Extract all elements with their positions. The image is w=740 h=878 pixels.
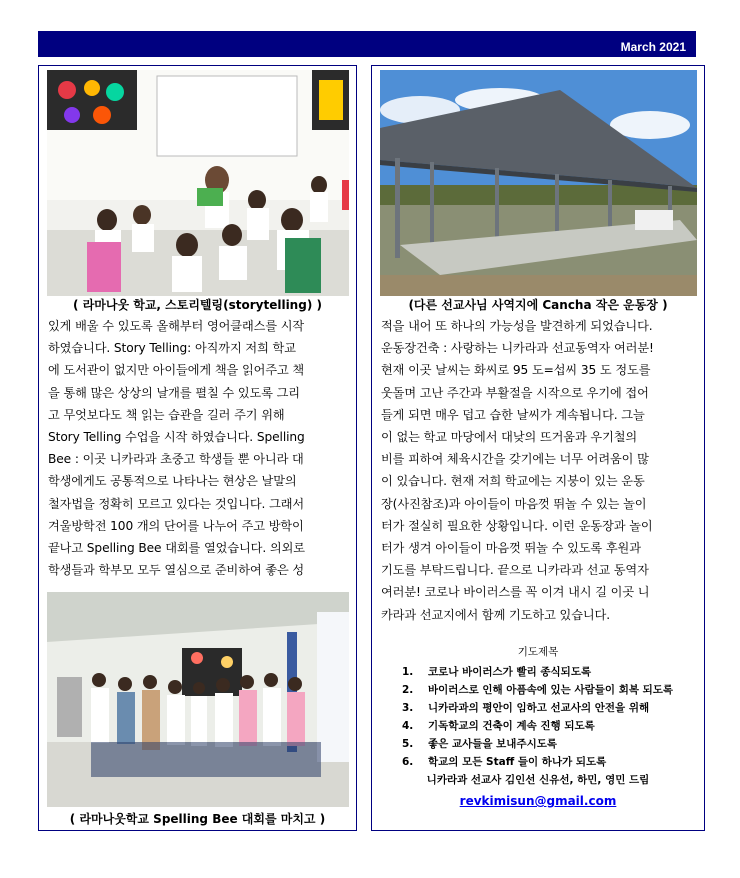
prayer-item-text: 좋은 교사들을 보내주시도록 bbox=[428, 738, 558, 750]
right-column bbox=[371, 65, 705, 831]
text-line: 여러분! 코로나 바이러스를 꼭 이겨 내시 길 이곳 니 bbox=[381, 585, 650, 600]
email-link[interactable]: revkimisun@gmail.com bbox=[459, 794, 617, 808]
prayer-item-num: 2. bbox=[402, 684, 414, 696]
prayer-item bbox=[402, 681, 673, 699]
text-line: Bee : 이곳 니카라과 초중고 학생들 뿐 아니라 대 bbox=[48, 452, 304, 467]
cancha-caption: (다른 선교사님 사역지에 Cancha 작은 운동장 ) bbox=[408, 298, 668, 312]
text-line: 학생들과 학부모 모두 열심으로 준비하여 좋은 성 bbox=[48, 563, 305, 578]
text-line: 학생에게도 공통적으로 나타나는 현상은 날말의 bbox=[48, 474, 297, 489]
left-column bbox=[38, 65, 357, 831]
spelling-bee-caption: ( 라마나웃학교 Spelling Bee 대회를 마치고 ) bbox=[69, 812, 326, 826]
prayer-item-num: 3. bbox=[402, 702, 414, 714]
text-line: 을 통해 많은 상상의 날개를 펼칠 수 있도록 그리 bbox=[48, 385, 300, 400]
prayer-item bbox=[402, 663, 673, 681]
header-banner bbox=[38, 31, 696, 57]
storytelling-photo bbox=[47, 70, 349, 296]
prayer-item-num: 1. bbox=[402, 666, 414, 678]
prayer-item-text: 학교의 모든 Staff 들이 하나가 되도록 bbox=[428, 756, 607, 768]
issue-date: March 2021 bbox=[620, 40, 686, 54]
prayer-list bbox=[402, 663, 673, 771]
prayer-title: 기도제목 bbox=[517, 646, 559, 658]
left-article-text bbox=[48, 315, 350, 581]
spelling-bee-photo bbox=[47, 592, 349, 807]
text-line: 현재 이곳 날씨는 화씨로 95 도=섭씨 35 도 정도를 bbox=[381, 363, 651, 378]
right-article-text bbox=[381, 315, 701, 626]
prayer-item bbox=[402, 699, 673, 717]
prayer-item-text: 기독학교의 건축이 계속 진행 되도록 bbox=[428, 720, 595, 732]
text-line: 터가 생겨 아이들이 마음껏 뛰놀 수 있도록 후원과 bbox=[381, 541, 641, 556]
text-line: 이 없는 학교 마당에서 대낮의 뜨거움과 우기철의 bbox=[381, 430, 638, 445]
text-line: 이 있습니다. 현재 저희 학교에는 지붕이 있는 운동 bbox=[381, 474, 645, 489]
text-line: 장(사진참조)과 아이들이 마음껏 뛰놀 수 있는 놀이 bbox=[381, 496, 647, 511]
text-line: 철자법을 정확히 모르고 있다는 것입니다. 그래서 bbox=[48, 496, 305, 511]
text-line: 하였습니다. Story Telling: 아직까지 저희 학교 bbox=[48, 341, 296, 356]
text-line: 에 도서관이 없지만 아이들에게 책을 읽어주고 책 bbox=[48, 363, 305, 378]
text-line: 웃돌며 고난 주간과 부활절을 시작으로 우기에 접어 bbox=[381, 385, 649, 400]
prayer-item-text: 바이러스로 인해 아픔속에 있는 사람들이 회복 되도록 bbox=[428, 684, 674, 696]
prayer-item-num: 5. bbox=[402, 738, 414, 750]
prayer-item bbox=[402, 735, 673, 753]
signoff: 니카라과 선교사 김인선 신유선, 하민, 영민 드림 bbox=[426, 774, 650, 786]
prayer-item bbox=[402, 753, 673, 771]
text-line: 끝나고 Spelling Bee 대회를 열었습니다. 의외로 bbox=[48, 541, 305, 556]
text-line: 비를 피하여 체육시간을 갖기에는 너무 어려움이 많 bbox=[381, 452, 649, 467]
prayer-item-text: 니카라과의 평안이 임하고 선교사의 안전을 위해 bbox=[428, 702, 650, 714]
text-line: 운동장건축 : 사랑하는 니카라과 선교동역자 여러분! bbox=[381, 341, 654, 356]
text-line: 터가 절실히 필요한 상황입니다. 이런 운동장과 놀이 bbox=[381, 518, 653, 533]
prayer-item bbox=[402, 717, 673, 735]
prayer-item-text: 코로나 바이러스가 빨리 종식되도록 bbox=[428, 666, 592, 678]
text-line: 있게 배울 수 있도록 올해부터 영어클래스를 시작 bbox=[48, 319, 305, 333]
text-line: 겨울방학전 100 개의 단어를 나누어 주고 방학이 bbox=[48, 518, 304, 533]
text-line: 기도를 부탁드립니다. 끝으로 니카라과 선교 동역자 bbox=[381, 563, 649, 578]
prayer-item-num: 4. bbox=[402, 720, 414, 732]
text-line: 고 무엇보다도 책 읽는 습관을 길러 주기 위해 bbox=[48, 407, 285, 422]
cancha-photo bbox=[380, 70, 697, 296]
text-line: 적을 내어 또 하나의 가능성을 발견하게 되었습니다. bbox=[381, 319, 653, 333]
text-line: 카라과 선교지에서 함께 기도하고 있습니다. bbox=[381, 607, 610, 622]
prayer-item-num: 6. bbox=[402, 756, 414, 768]
text-line: 들게 되면 매우 덥고 습한 날씨가 계속됩니다. 그늘 bbox=[381, 407, 645, 422]
text-line: Story Telling 수업을 시작 하였습니다. Spelling bbox=[48, 430, 305, 445]
storytelling-caption: ( 라마나웃 학교, 스토리텔링(storytelling) ) bbox=[73, 298, 322, 312]
